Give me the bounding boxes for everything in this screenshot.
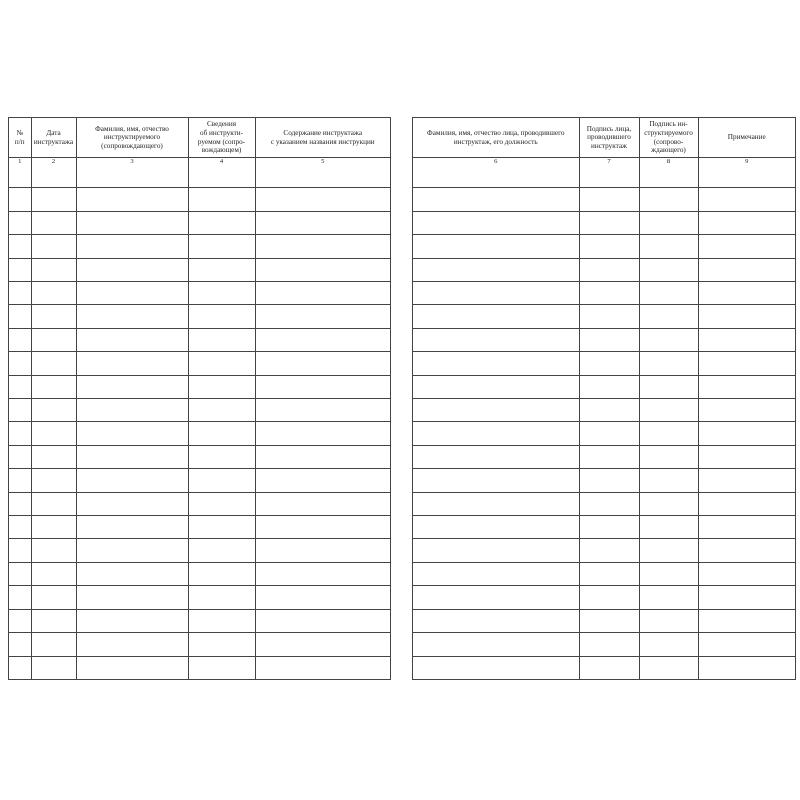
right-table-row: [413, 586, 795, 609]
left-table-row: [9, 211, 390, 234]
col-header-trainee-info: Сведения об инструкти- руемом (сопро- вождающем): [188, 118, 255, 158]
blank-cell: [255, 656, 390, 679]
blank-cell: [413, 305, 579, 328]
right-table-row: [413, 211, 795, 234]
blank-cell: [579, 422, 639, 445]
left-table-body: [9, 165, 390, 679]
blank-cell: [76, 328, 188, 351]
blank-cell: [639, 282, 698, 305]
left-table-row: [9, 492, 390, 515]
blank-cell: [255, 399, 390, 422]
blank-cell: [639, 328, 698, 351]
blank-cell: [31, 492, 76, 515]
blank-cell: [639, 539, 698, 562]
blank-cell: [639, 492, 698, 515]
blank-cell: [698, 516, 795, 539]
blank-cell: [188, 328, 255, 351]
col-number: 1: [9, 158, 31, 166]
left-table-row: [9, 399, 390, 422]
left-header-row: [9, 118, 390, 158]
blank-cell: [413, 633, 579, 656]
blank-cell: [188, 211, 255, 234]
blank-cell: [579, 469, 639, 492]
blank-cell: [9, 399, 31, 422]
blank-cell: [639, 562, 698, 585]
blank-cell: [9, 633, 31, 656]
col-number: 7: [579, 158, 639, 166]
col-number: 2: [31, 158, 76, 166]
blank-cell: [9, 562, 31, 585]
blank-cell: [579, 586, 639, 609]
blank-cell: [9, 328, 31, 351]
blank-cell: [579, 633, 639, 656]
blank-cell: [698, 609, 795, 632]
right-table-row: [413, 352, 795, 375]
right-table-body: [413, 165, 795, 679]
blank-cell: [579, 516, 639, 539]
col-number: 4: [188, 158, 255, 166]
blank-cell: [579, 235, 639, 258]
blank-cell: [639, 165, 698, 188]
blank-cell: [255, 633, 390, 656]
blank-cell: [188, 469, 255, 492]
right-table-row: [413, 656, 795, 679]
blank-cell: [76, 633, 188, 656]
blank-cell: [579, 258, 639, 281]
blank-cell: [579, 352, 639, 375]
blank-cell: [9, 609, 31, 632]
blank-cell: [188, 586, 255, 609]
blank-cell: [31, 633, 76, 656]
blank-cell: [698, 633, 795, 656]
blank-cell: [76, 165, 188, 188]
blank-cell: [413, 235, 579, 258]
blank-cell: [579, 399, 639, 422]
blank-cell: [639, 352, 698, 375]
journal-right-page: [412, 117, 796, 680]
right-table-row: [413, 375, 795, 398]
blank-cell: [9, 258, 31, 281]
blank-cell: [698, 539, 795, 562]
blank-cell: [76, 188, 188, 211]
blank-cell: [579, 165, 639, 188]
blank-cell: [31, 399, 76, 422]
blank-cell: [639, 609, 698, 632]
blank-cell: [31, 211, 76, 234]
blank-cell: [255, 445, 390, 468]
blank-cell: [188, 492, 255, 515]
blank-cell: [76, 586, 188, 609]
blank-cell: [31, 609, 76, 632]
blank-cell: [76, 609, 188, 632]
blank-cell: [9, 469, 31, 492]
blank-cell: [31, 516, 76, 539]
blank-cell: [255, 562, 390, 585]
blank-cell: [76, 516, 188, 539]
right-table-row: [413, 305, 795, 328]
right-table-row: [413, 258, 795, 281]
col-header-instructor-name: Фамилия, имя, отчество лица, проводившего инструктаж, его должность: [413, 118, 579, 158]
blank-cell: [579, 609, 639, 632]
blank-cell: [76, 422, 188, 445]
col-number: 6: [413, 158, 579, 166]
col-number: 5: [255, 158, 390, 166]
blank-cell: [413, 609, 579, 632]
blank-cell: [413, 165, 579, 188]
blank-cell: [698, 469, 795, 492]
blank-cell: [76, 492, 188, 515]
blank-cell: [639, 258, 698, 281]
blank-cell: [31, 469, 76, 492]
left-table-row: [9, 328, 390, 351]
blank-cell: [255, 165, 390, 188]
blank-cell: [698, 165, 795, 188]
blank-cell: [698, 352, 795, 375]
blank-cell: [188, 539, 255, 562]
journal-left-page: [8, 117, 391, 680]
right-table-row: [413, 633, 795, 656]
col-number: 8: [639, 158, 698, 166]
left-table-row: [9, 562, 390, 585]
blank-cell: [76, 235, 188, 258]
left-table-row: [9, 282, 390, 305]
blank-cell: [413, 328, 579, 351]
blank-cell: [639, 469, 698, 492]
blank-cell: [579, 656, 639, 679]
blank-cell: [255, 539, 390, 562]
blank-cell: [579, 562, 639, 585]
blank-cell: [188, 375, 255, 398]
left-table-row: [9, 165, 390, 188]
col-number: 3: [76, 158, 188, 166]
blank-cell: [188, 399, 255, 422]
blank-cell: [413, 445, 579, 468]
blank-cell: [188, 305, 255, 328]
blank-cell: [698, 492, 795, 515]
blank-cell: [639, 211, 698, 234]
blank-cell: [9, 235, 31, 258]
blank-cell: [698, 586, 795, 609]
blank-cell: [579, 305, 639, 328]
blank-cell: [579, 375, 639, 398]
blank-cell: [9, 539, 31, 562]
left-table-row: [9, 305, 390, 328]
blank-cell: [76, 305, 188, 328]
col-header-instructor-signature: Подпись лица, проводившего инструктаж: [579, 118, 639, 158]
blank-cell: [639, 399, 698, 422]
right-table-row: [413, 562, 795, 585]
blank-cell: [413, 656, 579, 679]
col-header-date: Дата инструктажа: [31, 118, 76, 158]
left-table-row: [9, 609, 390, 632]
right-table-row: [413, 328, 795, 351]
left-table-row: [9, 445, 390, 468]
blank-cell: [413, 516, 579, 539]
blank-cell: [579, 445, 639, 468]
blank-cell: [255, 609, 390, 632]
blank-cell: [413, 586, 579, 609]
blank-cell: [76, 562, 188, 585]
blank-cell: [579, 328, 639, 351]
left-column-number-row: [9, 158, 390, 166]
blank-cell: [698, 656, 795, 679]
left-table-row: [9, 352, 390, 375]
blank-cell: [9, 422, 31, 445]
blank-cell: [413, 469, 579, 492]
blank-cell: [31, 258, 76, 281]
blank-cell: [255, 211, 390, 234]
left-journal-table: [9, 118, 390, 679]
blank-cell: [413, 211, 579, 234]
blank-cell: [9, 165, 31, 188]
blank-cell: [639, 633, 698, 656]
col-number: 9: [698, 158, 795, 166]
blank-cell: [9, 492, 31, 515]
blank-cell: [188, 656, 255, 679]
left-table-row: [9, 258, 390, 281]
left-table-row: [9, 188, 390, 211]
blank-cell: [76, 258, 188, 281]
blank-cell: [413, 539, 579, 562]
right-table-row: [413, 445, 795, 468]
blank-cell: [76, 445, 188, 468]
blank-cell: [31, 445, 76, 468]
blank-cell: [579, 282, 639, 305]
blank-cell: [9, 188, 31, 211]
blank-cell: [255, 586, 390, 609]
blank-cell: [188, 258, 255, 281]
blank-cell: [188, 609, 255, 632]
left-table-row: [9, 469, 390, 492]
blank-cell: [188, 445, 255, 468]
blank-cell: [255, 422, 390, 445]
blank-cell: [255, 492, 390, 515]
blank-cell: [255, 469, 390, 492]
blank-cell: [9, 516, 31, 539]
right-table-row: [413, 165, 795, 188]
left-table-row: [9, 633, 390, 656]
blank-cell: [9, 305, 31, 328]
blank-cell: [698, 235, 795, 258]
blank-cell: [639, 516, 698, 539]
blank-cell: [31, 282, 76, 305]
blank-cell: [76, 352, 188, 375]
blank-cell: [9, 352, 31, 375]
blank-cell: [188, 165, 255, 188]
blank-cell: [639, 445, 698, 468]
blank-cell: [31, 539, 76, 562]
blank-cell: [698, 211, 795, 234]
blank-cell: [255, 328, 390, 351]
blank-cell: [698, 282, 795, 305]
right-table-row: [413, 422, 795, 445]
blank-cell: [698, 258, 795, 281]
blank-cell: [698, 399, 795, 422]
blank-cell: [188, 562, 255, 585]
right-header-row: [413, 118, 795, 158]
blank-cell: [31, 352, 76, 375]
blank-cell: [413, 422, 579, 445]
blank-cell: [76, 656, 188, 679]
blank-cell: [255, 375, 390, 398]
right-table-row: [413, 399, 795, 422]
blank-cell: [698, 562, 795, 585]
blank-cell: [188, 516, 255, 539]
blank-cell: [76, 375, 188, 398]
blank-cell: [698, 445, 795, 468]
right-table-row: [413, 609, 795, 632]
blank-cell: [255, 305, 390, 328]
blank-cell: [255, 188, 390, 211]
left-table-row: [9, 656, 390, 679]
blank-cell: [413, 492, 579, 515]
right-table-row: [413, 235, 795, 258]
blank-cell: [188, 282, 255, 305]
right-table-row: [413, 282, 795, 305]
blank-cell: [413, 352, 579, 375]
blank-cell: [31, 422, 76, 445]
blank-cell: [413, 562, 579, 585]
blank-cell: [188, 352, 255, 375]
blank-cell: [31, 375, 76, 398]
blank-cell: [255, 352, 390, 375]
blank-cell: [413, 399, 579, 422]
right-column-number-row: [413, 158, 795, 166]
blank-cell: [188, 422, 255, 445]
blank-cell: [639, 188, 698, 211]
blank-cell: [579, 188, 639, 211]
left-table-row: [9, 516, 390, 539]
blank-cell: [579, 539, 639, 562]
left-table-row: [9, 539, 390, 562]
blank-cell: [639, 422, 698, 445]
blank-cell: [639, 656, 698, 679]
blank-cell: [639, 375, 698, 398]
blank-cell: [31, 328, 76, 351]
blank-cell: [31, 305, 76, 328]
blank-cell: [413, 282, 579, 305]
left-table-row: [9, 375, 390, 398]
blank-cell: [9, 282, 31, 305]
blank-cell: [413, 258, 579, 281]
left-table-row: [9, 586, 390, 609]
right-table-row: [413, 492, 795, 515]
blank-cell: [639, 586, 698, 609]
right-table-row: [413, 469, 795, 492]
blank-cell: [188, 633, 255, 656]
blank-cell: [9, 656, 31, 679]
left-table-row: [9, 422, 390, 445]
left-table-row: [9, 235, 390, 258]
blank-cell: [579, 211, 639, 234]
blank-cell: [639, 235, 698, 258]
blank-cell: [698, 328, 795, 351]
blank-cell: [639, 305, 698, 328]
blank-cell: [413, 188, 579, 211]
blank-cell: [188, 188, 255, 211]
blank-cell: [9, 586, 31, 609]
blank-cell: [31, 586, 76, 609]
blank-cell: [698, 305, 795, 328]
blank-cell: [698, 188, 795, 211]
blank-cell: [31, 188, 76, 211]
blank-cell: [31, 165, 76, 188]
blank-cell: [579, 492, 639, 515]
col-header-briefing-content: Содержание инструктажа с указанием названия инструкции: [255, 118, 390, 158]
blank-cell: [698, 422, 795, 445]
blank-cell: [31, 656, 76, 679]
blank-cell: [76, 211, 188, 234]
right-table-row: [413, 539, 795, 562]
col-header-trainee-signature: Подпись ин- структируемого (сопрово- ждающего): [639, 118, 698, 158]
right-journal-table: [413, 118, 795, 679]
blank-cell: [76, 282, 188, 305]
blank-cell: [9, 375, 31, 398]
blank-cell: [76, 469, 188, 492]
col-header-number: № п/п: [9, 118, 31, 158]
blank-cell: [255, 235, 390, 258]
blank-cell: [413, 375, 579, 398]
blank-cell: [76, 399, 188, 422]
blank-cell: [255, 516, 390, 539]
blank-cell: [9, 211, 31, 234]
blank-cell: [188, 235, 255, 258]
col-header-note: Примечание: [698, 118, 795, 158]
col-header-trainee-name: Фамилия, имя, отчество инструктируемого (сопровождающего): [76, 118, 188, 158]
blank-cell: [255, 282, 390, 305]
blank-cell: [255, 258, 390, 281]
right-table-row: [413, 516, 795, 539]
right-table-row: [413, 188, 795, 211]
blank-cell: [31, 235, 76, 258]
blank-cell: [31, 562, 76, 585]
blank-cell: [9, 445, 31, 468]
blank-cell: [698, 375, 795, 398]
blank-cell: [76, 539, 188, 562]
